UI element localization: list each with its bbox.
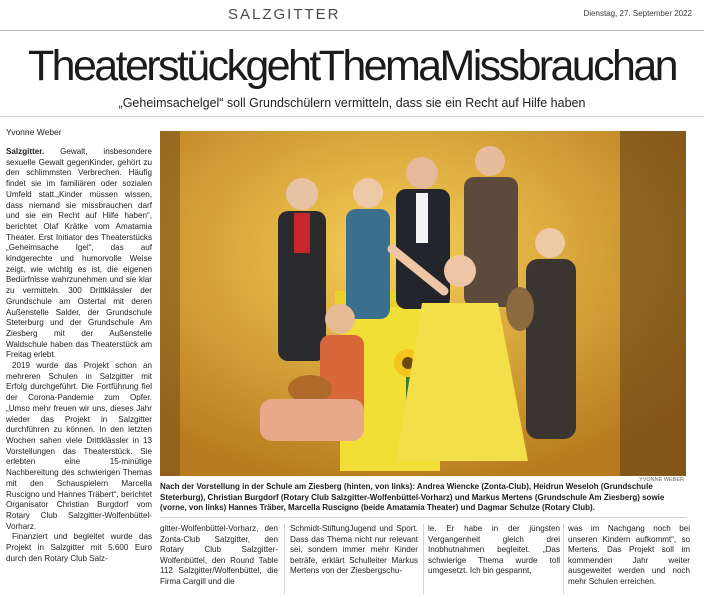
- dateline: Salzgitter.: [6, 147, 45, 156]
- author: Yvonne Weber: [6, 127, 62, 137]
- photo-credit: YVONNE WEBER: [639, 477, 684, 483]
- paragraph: Finanziert und begleitet wurde das Projekt in Salzgitter mit 5.600 Euro durch den Rotary Club Salz-: [6, 532, 152, 563]
- article-column-2: Schmidt-StiftungJugend und Sport. Dass das Thema nicht nur relevant sei, sondern immer mehr Kinder beträfe, erklärt Schulleiter Markus Mertens von der Ziesbergschu-: [290, 524, 418, 576]
- section-label: SALZGITTER: [228, 6, 341, 23]
- subheadline: „Geheimsachelgel“ soll Grundschülern vermitteln, dass sie ein Recht auf Hilfe haben: [118, 96, 586, 110]
- column-divider: [284, 524, 285, 594]
- headline: TheaterstückgehtThemaMissbrauchan: [28, 42, 676, 90]
- column-divider: [423, 524, 424, 594]
- hedgehog-puppet: [506, 287, 534, 331]
- headline-divider: [0, 116, 704, 117]
- article-column-3: le. Er habe in der jüngsten Vergangenheit gleich drei Inobhutnahmen begleitet. „Das schwierige Thema wurde toll umgesetzt. Ich bin gespannt,: [428, 524, 560, 576]
- column-divider: [563, 524, 564, 594]
- article-column-4: was im Nachgang noch bei unseren Kindern aufkommt“, so Mertens. Das Projekt soll im kommenden Jahr weiter ausgeweitet werden und noch mehr Schulen erreichen.: [568, 524, 690, 586]
- paragraph: 2019 wurde das Projekt schon an mehreren Schulen in Salzgitter mit Erfolg durchgeführt. Die Fortführung fiel der Corona-Pandemie zum Opfer. „Umso mehr freuen wir uns, dieses Jahr wieder das Projekt in Salzgitter durchführen zu können. In den letzten Wochen sahen viele Drittklässler in 13 Vorstellungen das Theaterstück. Sie erlebten eine 15-minütige Nachbereitung des schwierigen Themas mit den Schauspielern Marcella Ruscigno und Hannes Träbert“, berichtet Organisator Christian Burgdorf vom Rotary Club Salzgitter-Wolfenbüttel-Vorharz.: [6, 361, 152, 531]
- stage-photo-illustration: [160, 131, 686, 476]
- caption-divider: [160, 517, 686, 518]
- publication-date: Dienstag, 27. September 2022: [583, 9, 692, 18]
- header-divider: [0, 30, 704, 31]
- article-column-1: gitter-Wolfenbüttel-Vorharz, den Zonta-Club Salzgitter, den Rotary Club Salzgitter-Wolfenbüttel, den Round Table 112 Salzgitter/Wolfenbüttel, die Firma Cargill und die: [160, 524, 278, 586]
- article-photo: [160, 131, 686, 476]
- photo-caption: Nach der Vorstellung in der Schule am Ziesberg (hinten, von links): Andrea Wiencke (Zonta-Club), Heidrun Weseloh (Grundschule Steterburg), Christian Burgdorf (Rotary Club Salzgitter-Wolfenbüttel-Vorharz) und Markus Mertens (Grundschule Am Ziesberg) sowie (vorne, von links) Hannes Träber, Marcella Ruscigno (beide Amatamia Theater) und Dagmar Schulze (Rotary Club).: [160, 482, 665, 513]
- article-left-column: [6, 147, 152, 564]
- paragraph: Salzgitter. Gewalt, insbesondere sexuelle Gewalt gegenKinder, gehört zu den schlimmsten Verbrechen. Häufig findet sie im familiären oder sozialen Umfeld statt.„Kinder müssen wissen, dass niemand sie missbrauchen darf und sie ein Recht auf Hilfe haben“, berichtet Olaf Krätke vom Amatamia Theater. Erst Initiator des Theaterstücks „Geheimsache Igel“, das auf kindgerechte und humorvolle Weise zeigt, wie wichtig es ist, die eigenen Bedürfnisse wahrzunehmen und sie klar zu vermitteln. 300 Drittklässler der Grundschule am Ostertal mit deren Außenstelle Salder, der Grundschule Steterburg und der Grundschule Am Ziesberg mit der Außenstelle Waldschule haben das Theaterstück am Freitag erlebt.: [6, 147, 152, 360]
